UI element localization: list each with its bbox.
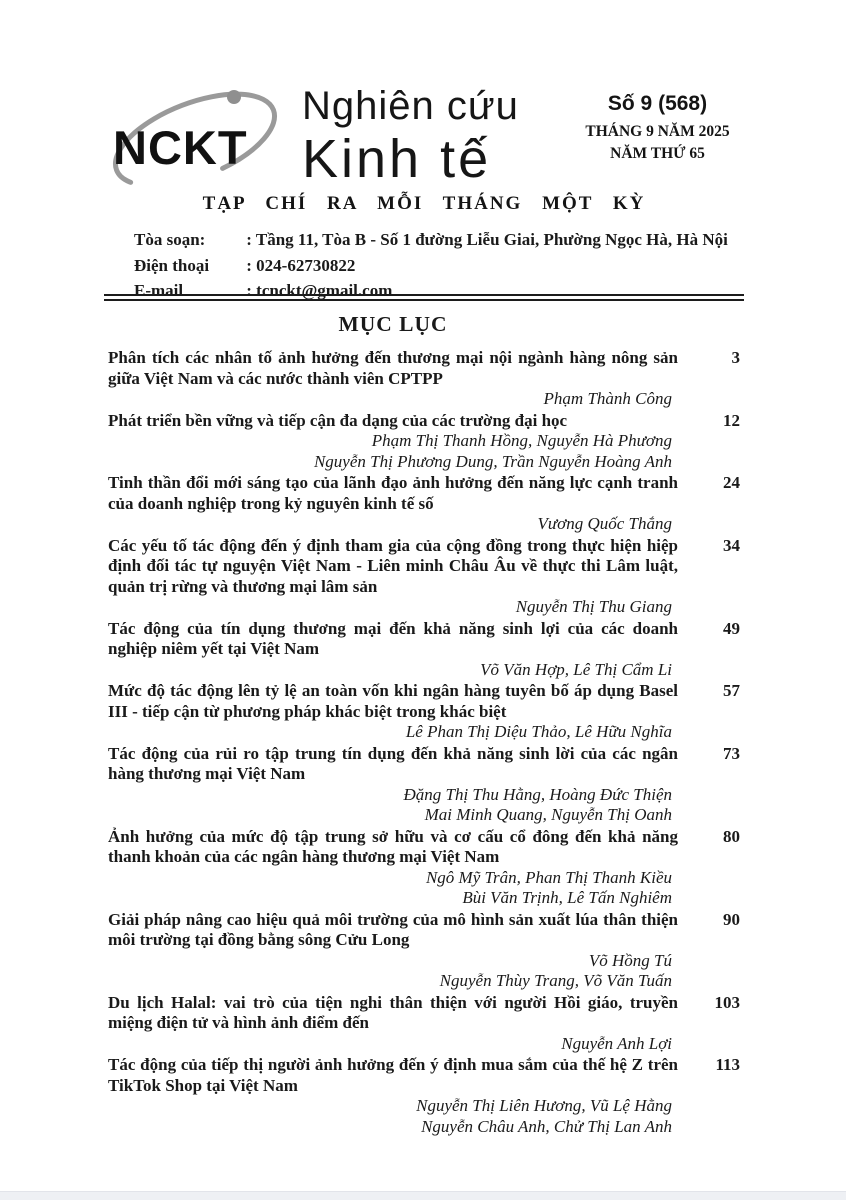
contact-label: Điện thoại: [134, 255, 210, 275]
toc-entry: [108, 744, 740, 826]
double-rule-divider: [104, 294, 744, 301]
orbit-dot-icon: [227, 90, 241, 104]
page-bottom-edge: [0, 1191, 846, 1200]
contact-block: [134, 227, 744, 304]
issue-number: Số 9 (568): [607, 92, 708, 115]
author-line: Nguyễn Thị Thu Giang: [515, 597, 672, 616]
author-line: Nguyễn Thị Phương Dung, Trần Nguyễn Hoàng Anh: [313, 451, 672, 471]
entry-page-number: 49: [723, 618, 740, 638]
entry-page-number: 12: [723, 410, 740, 430]
entry-page-number: 103: [714, 992, 740, 1012]
entry-title: Các yếu tố tác động đến ý định tham gia của cộng đồng trong thực hiện hiệp định đối tác tự nguyện Việt Nam - Liên minh Châu Âu về thực thi Lâm luật, quản trị rừng và thương mại lâm sản: [108, 535, 678, 596]
author-line: Lê Phan Thị Diệu Thảo, Lê Hữu Nghĩa: [405, 722, 672, 741]
entry-title: Phát triển bền vững và tiếp cận đa dạng của các trường đại học: [108, 410, 568, 430]
contact-label: Tòa soạn:: [134, 230, 206, 249]
toc-entry: [108, 348, 740, 410]
tagline: TẠP CHÍ RA MỖI THÁNG MỘT KỲ: [202, 193, 646, 214]
entry-title: Giải pháp nâng cao hiệu quả môi trường của mô hình sản xuất lúa thân thiện môi trường tại đồng bằng sông Cửu Long: [108, 909, 678, 949]
author-line: Võ Hồng Tú: [588, 950, 672, 970]
contact-value: : 024-62730822: [246, 255, 356, 275]
toc-heading: MỤC LỤC: [338, 312, 448, 336]
author-line: Ngô Mỹ Trân, Phan Thị Thanh Kiều: [425, 867, 672, 887]
entry-authors: [108, 785, 740, 826]
entry-page-number: 3: [731, 348, 740, 367]
entry-title: Tác động của tín dụng thương mại đến khả năng sinh lợi của các doanh nghiệp niêm yết tại Việt Nam: [108, 618, 678, 658]
entry-authors: [108, 868, 740, 909]
entry-page-number: 90: [723, 909, 740, 929]
contact-value: : Tầng 11, Tòa B - Số 1 đường Liễu Giai, Phường Ngọc Hà, Hà Nội: [246, 230, 728, 249]
journal-logo-text: NCKT: [113, 121, 248, 174]
issue-info: [560, 92, 755, 165]
toc-entry: [108, 910, 740, 992]
entry-authors: [108, 1034, 740, 1055]
author-line: Vương Quốc Thắng: [537, 514, 672, 533]
author-line: Bùi Văn Trịnh, Lê Tấn Nghiêm: [462, 888, 672, 907]
author-line: Nguyễn Châu Anh, Chử Thị Lan Anh: [421, 1116, 672, 1136]
entry-title: Phân tích các nhân tố ảnh hưởng đến thương mại nội ngành hàng nông sản giữa Việt Nam và các nước thành viên CPTPP: [108, 348, 678, 388]
author-line: Võ Văn Hợp, Lê Thị Cẩm Li: [480, 659, 672, 679]
author-line: Đặng Thị Thu Hằng, Hoàng Đức Thiện: [403, 784, 672, 804]
entry-authors: [108, 389, 740, 410]
author-line: Phạm Thành Công: [543, 389, 672, 408]
toc-list: [108, 348, 740, 1138]
journal-logo: [103, 84, 299, 196]
journal-title: [302, 82, 519, 188]
entry-page-number: 80: [723, 826, 740, 846]
contact-label: E-mail: [134, 281, 184, 300]
toc-entry: [108, 536, 740, 618]
entry-authors: [108, 660, 740, 681]
contact-row-phone: [134, 253, 744, 279]
entry-title: Tinh thần đổi mới sáng tạo của lãnh đạo ảnh hưởng đến năng lực cạnh tranh của doanh nghiệp trong kỷ nguyên kinh tế số: [108, 473, 678, 513]
author-line: Nguyễn Anh Lợi: [561, 1033, 672, 1053]
journal-title-line1: Nghiên cứu: [302, 84, 519, 128]
toc-entry: [108, 827, 740, 909]
entry-page-number: 57: [723, 681, 740, 700]
entry-title: Ảnh hưởng của mức độ tập trung sở hữu và cơ cấu cổ đông đến khả năng thanh khoản của các ngân hàng thương mại Việt Nam: [108, 826, 678, 866]
toc-entry: [108, 681, 740, 743]
toc-entry: [108, 1055, 740, 1137]
toc-entry: [108, 619, 740, 681]
toc-entry: [108, 993, 740, 1055]
entry-title: Du lịch Halal: vai trò của tiện nghi thân thiện với người Hồi giáo, truyền miệng điện tử và hình ảnh điểm đến: [108, 992, 678, 1032]
entry-authors: [108, 597, 740, 618]
author-line: Nguyễn Thị Liên Hương, Vũ Lệ Hằng: [416, 1096, 672, 1115]
author-line: Phạm Thị Thanh Hồng, Nguyễn Hà Phương: [371, 431, 672, 450]
journal-title-line2: Kinh tế: [302, 129, 492, 189]
entry-authors: [108, 514, 740, 535]
entry-page-number: 113: [715, 1055, 740, 1074]
entry-page-number: 24: [723, 473, 740, 492]
entry-page-number: 73: [723, 743, 740, 763]
contact-row-address: [134, 227, 744, 253]
entry-title: Tác động của rủi ro tập trung tín dụng đến khả năng sinh lời của các ngân hàng thương mại Việt Nam: [108, 743, 678, 783]
toc-entry: [108, 473, 740, 535]
entry-title: Tác động của tiếp thị người ảnh hưởng đến ý định mua sắm của thế hệ Z trên TikTok Shop tại Việt Nam: [108, 1055, 678, 1095]
toc-entry: [108, 411, 740, 473]
entry-authors: [108, 722, 740, 743]
entry-authors: [108, 951, 740, 992]
entry-title: Mức độ tác động lên tỷ lệ an toàn vốn khi ngân hàng tuyên bố áp dụng Basel III - tiếp cận từ phương pháp khác biệt trong khác biệt: [108, 681, 678, 721]
issue-month: THÁNG 9 NĂM 2025: [585, 123, 730, 140]
author-line: Mai Minh Quang, Nguyễn Thị Oanh: [424, 805, 672, 824]
entry-authors: [108, 1096, 740, 1137]
author-line: Nguyễn Thùy Trang, Võ Văn Tuấn: [439, 971, 672, 990]
entry-page-number: 34: [723, 535, 740, 555]
contact-value: : tcnckt@gmail.com: [246, 281, 393, 300]
issue-year-count: NĂM THỨ 65: [610, 145, 705, 162]
entry-authors: [108, 431, 740, 472]
